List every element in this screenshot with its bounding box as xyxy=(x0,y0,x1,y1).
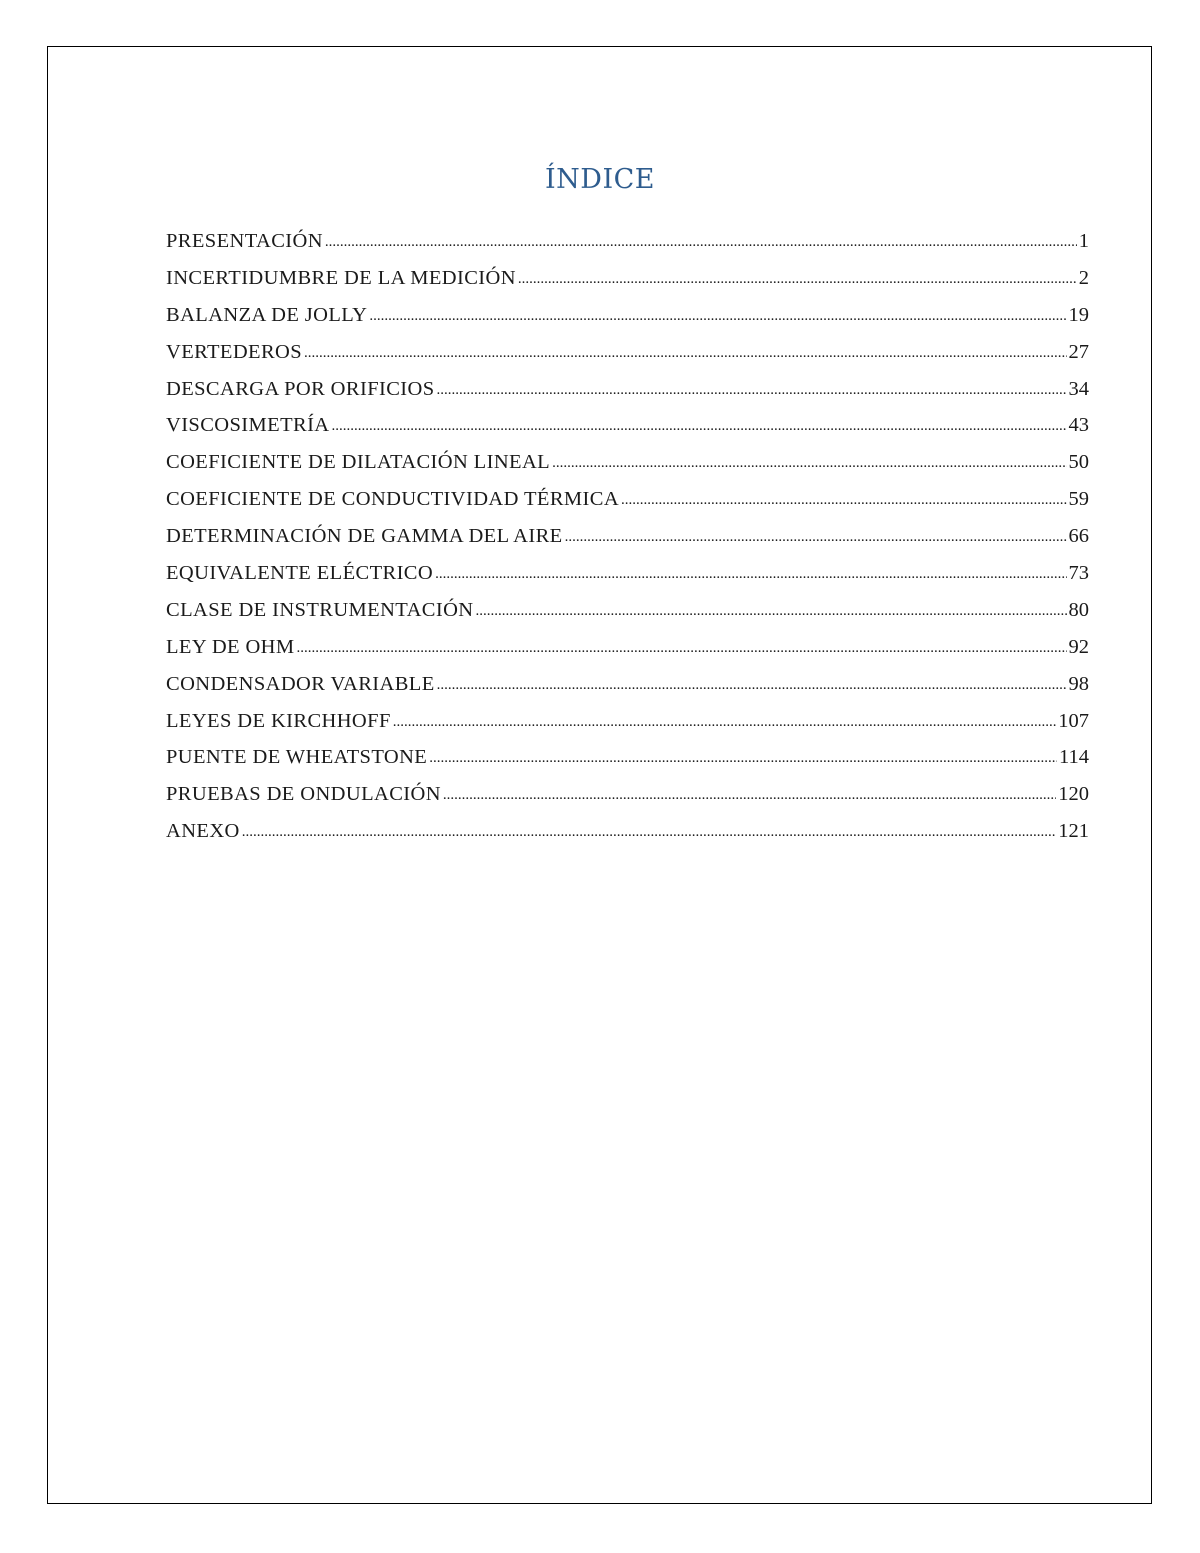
toc-entry[interactable] xyxy=(166,739,1089,776)
toc-entry-label: CONDENSADOR VARIABLE xyxy=(166,672,435,695)
toc-entry[interactable] xyxy=(166,371,1089,408)
toc-dot-leader xyxy=(393,704,1057,741)
toc-entry[interactable] xyxy=(166,334,1089,371)
toc-dot-leader xyxy=(325,224,1077,261)
toc-entry[interactable] xyxy=(166,518,1089,555)
toc-entry-label: PUENTE DE WHEATSTONE xyxy=(166,746,428,769)
toc-entry-page-number: 27 xyxy=(1068,340,1089,363)
toc-entry-label: DESCARGA POR ORIFICIOS xyxy=(166,377,435,400)
toc-entry-page-number: 2 xyxy=(1078,266,1089,289)
toc-entry-page-number: 120 xyxy=(1058,783,1089,806)
toc-entry-label: COEFICIENTE DE CONDUCTIVIDAD TÉRMICA xyxy=(166,488,620,511)
toc-entry[interactable] xyxy=(166,592,1089,629)
toc-entry-page-number: 66 xyxy=(1068,525,1089,548)
toc-entry-page-number: 43 xyxy=(1068,414,1089,437)
toc-entry-page-number: 98 xyxy=(1068,672,1089,695)
toc-entry-page-number: 80 xyxy=(1068,598,1089,621)
toc-entry[interactable] xyxy=(166,481,1089,518)
toc-entry[interactable] xyxy=(166,629,1089,666)
toc-dot-leader xyxy=(443,777,1056,814)
toc-entry-page-number: 19 xyxy=(1068,303,1089,326)
toc-entry-label: VERTEDEROS xyxy=(166,340,303,363)
toc-entry-label: BALANZA DE JOLLY xyxy=(166,303,368,326)
toc-entry-page-number: 92 xyxy=(1068,635,1089,658)
toc-entry[interactable] xyxy=(166,444,1089,481)
toc-dot-leader xyxy=(565,519,1067,556)
toc-title: ÍNDICE xyxy=(545,164,655,195)
toc-entry[interactable] xyxy=(166,555,1089,592)
toc-entry[interactable] xyxy=(166,813,1089,850)
toc-dot-leader xyxy=(437,667,1067,704)
toc-entry-page-number: 34 xyxy=(1068,377,1089,400)
toc-entry-label: COEFICIENTE DE DILATACIÓN LINEAL xyxy=(166,451,551,474)
toc-entry-label: LEY DE OHM xyxy=(166,635,295,658)
toc-entry-label: VISCOSIMETRÍA xyxy=(166,414,330,437)
toc-entry[interactable] xyxy=(166,776,1089,813)
table-of-contents xyxy=(166,223,1089,850)
toc-entry-label: PRESENTACIÓN xyxy=(166,230,323,252)
toc-dot-leader xyxy=(437,372,1067,409)
toc-dot-leader xyxy=(369,298,1066,335)
toc-entry-label: ANEXO xyxy=(166,820,240,843)
toc-entry[interactable] xyxy=(166,297,1089,334)
toc-entry-page-number: 1 xyxy=(1078,230,1089,252)
toc-entry-page-number: 73 xyxy=(1068,562,1089,585)
toc-dot-leader xyxy=(475,593,1066,630)
toc-dot-leader xyxy=(242,814,1057,851)
toc-entry[interactable] xyxy=(166,703,1089,740)
toc-entry[interactable] xyxy=(166,260,1089,297)
toc-dot-leader xyxy=(332,408,1067,445)
toc-dot-leader xyxy=(435,556,1066,593)
toc-entry-label: DETERMINACIÓN DE GAMMA DEL AIRE xyxy=(166,525,563,548)
toc-entry-label: CLASE DE INSTRUMENTACIÓN xyxy=(166,598,474,621)
toc-entry-page-number: 121 xyxy=(1058,820,1089,843)
toc-entry-page-number: 107 xyxy=(1058,709,1089,732)
toc-dot-leader xyxy=(304,335,1066,372)
toc-entry-page-number: 114 xyxy=(1059,746,1089,769)
toc-entry[interactable] xyxy=(166,666,1089,703)
toc-dot-leader xyxy=(518,261,1077,298)
toc-entry-label: EQUIVALENTE ELÉCTRICO xyxy=(166,562,434,585)
toc-dot-leader xyxy=(552,445,1066,482)
toc-dot-leader xyxy=(297,630,1067,667)
toc-entry[interactable] xyxy=(166,223,1089,260)
toc-entry-label: PRUEBAS DE ONDULACIÓN xyxy=(166,783,441,806)
toc-entry[interactable] xyxy=(166,407,1089,444)
toc-dot-leader xyxy=(621,482,1066,519)
toc-entry-page-number: 50 xyxy=(1068,451,1089,474)
toc-dot-leader xyxy=(429,740,1057,777)
toc-entry-page-number: 59 xyxy=(1068,488,1089,511)
toc-entry-label: INCERTIDUMBRE DE LA MEDICIÓN xyxy=(166,266,516,289)
toc-entry-label: LEYES DE KIRCHHOFF xyxy=(166,709,391,732)
